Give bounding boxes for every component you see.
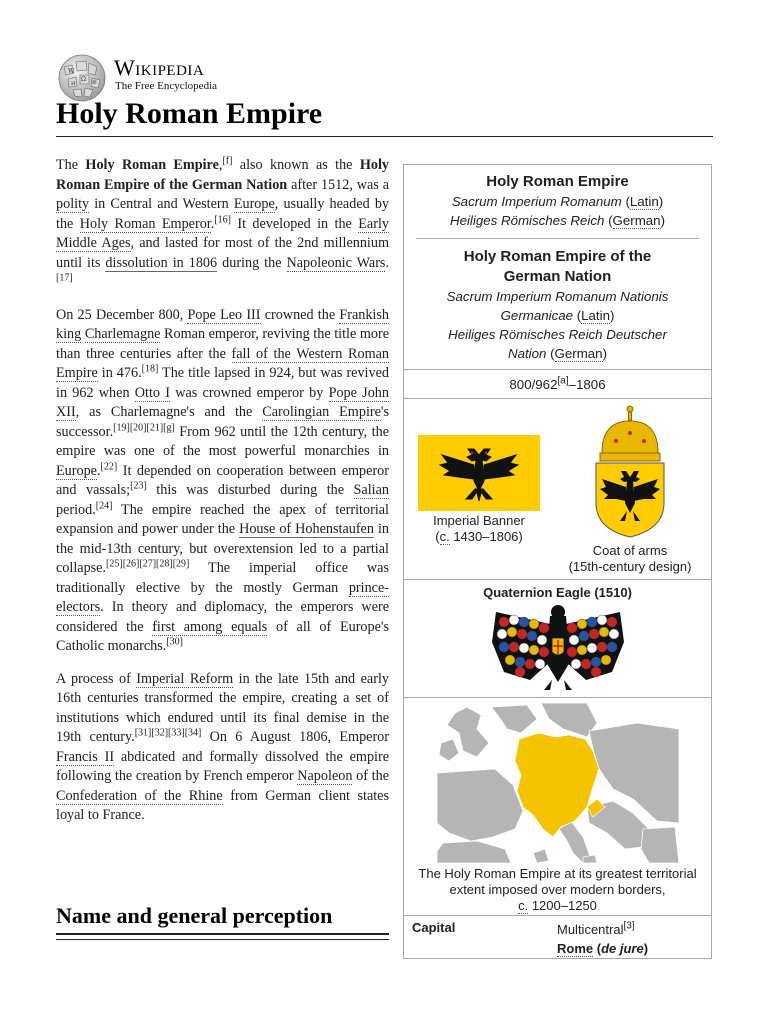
citation-link[interactable]: [31]: [134, 727, 152, 739]
footnote-g[interactable]: [163, 422, 175, 433]
bold-term: Holy Roman Empire: [85, 157, 219, 173]
text: also known as the: [232, 157, 360, 173]
infobox-title: Holy Roman Empire: [486, 173, 629, 190]
text: this was disturbed during the: [146, 482, 354, 498]
text: ): [643, 941, 649, 956]
link-confederation-of-the-rhine[interactable]: Confederation of the Rhine: [56, 787, 223, 804]
imperial-banner-image[interactable]: [418, 435, 540, 511]
text: The: [56, 157, 86, 173]
citation-link[interactable]: [30]: [166, 636, 183, 648]
text: (: [546, 346, 555, 361]
citation-link[interactable]: [20]: [129, 421, 147, 433]
text: (: [435, 529, 440, 544]
citation-link[interactable]: [26]: [122, 558, 140, 570]
svg-text:Ω: Ω: [81, 76, 86, 83]
text: The imperial office was traditionally elective by the mostly German: [56, 560, 389, 596]
svg-text:И: И: [71, 81, 76, 87]
citation-23[interactable]: [130, 480, 147, 491]
coa-caption-text: Coat of arms: [592, 543, 668, 558]
citation-27[interactable]: [139, 558, 156, 569]
capital-value-text: Multicentral: [557, 922, 624, 937]
citation-30[interactable]: [166, 636, 183, 647]
section-underline: [56, 933, 389, 935]
german-name-text: Heiliges Römisches Reich: [449, 213, 605, 228]
text: ,: [218, 157, 223, 173]
citation-21[interactable]: [146, 422, 163, 433]
imperial-banner-caption: [408, 513, 550, 545]
link-charlemagne[interactable]: Charlemagne: [84, 326, 161, 342]
citation-link[interactable]: [27]: [139, 558, 157, 570]
citation-25[interactable]: [106, 558, 123, 569]
text: in the mid-13th century, but overextension led to a partial collapse.: [56, 521, 389, 576]
citation-link[interactable]: [29]: [172, 558, 190, 570]
infobox-german-name-2: [429, 325, 686, 363]
de-jure-text: de jure: [601, 941, 644, 956]
link-prince-electors[interactable]: prince-electors: [56, 579, 389, 615]
intro-paragraph-3: [56, 670, 389, 826]
svg-text:W: W: [68, 68, 75, 75]
note-a[interactable]: [557, 376, 568, 387]
text: during the: [217, 254, 287, 271]
citation-28[interactable]: [156, 558, 173, 569]
text: It developed in the: [230, 215, 359, 232]
section-underline: [56, 939, 389, 940]
text: It depended on cooperation between emperor and vassals;: [56, 462, 389, 498]
text: after 1512, was a: [287, 176, 389, 193]
infobox-divider: [404, 369, 711, 370]
link-salian[interactable]: Salian: [353, 482, 389, 498]
citation-link[interactable]: [32]: [151, 727, 169, 739]
german-name-text: Heiliges Römisches Reich Deutscher Nation: [448, 327, 667, 361]
citation-link[interactable]: [23]: [130, 480, 147, 492]
link-pope-leo-iii[interactable]: Pope Leo III: [187, 306, 261, 323]
capital-value: [557, 920, 648, 958]
wikipedia-wordmark[interactable]: [114, 55, 204, 81]
coat-of-arms-image[interactable]: [592, 403, 668, 539]
citation-link[interactable]: [25]: [106, 558, 123, 570]
text: crowned the: [260, 306, 340, 323]
citation-33[interactable]: [168, 727, 185, 738]
citation-link[interactable]: [19]: [113, 421, 130, 433]
link-pope-john-xii[interactable]: Pope John XII: [56, 384, 389, 420]
text: .: [385, 254, 389, 271]
quaternion-eagle-image[interactable]: [490, 602, 626, 692]
text: .: [210, 215, 215, 232]
link-frankish-king[interactable]: Frankish king: [56, 306, 389, 342]
intro-paragraph-2: [56, 306, 389, 657]
citation-24[interactable]: [96, 500, 113, 511]
text: On 6 August 1806, Emperor: [201, 729, 390, 745]
text: period.: [56, 501, 96, 518]
citation-34[interactable]: [185, 727, 202, 738]
quaternion-eagle-title: Quaternion Eagle (1510): [483, 585, 632, 600]
infobox-divider: [404, 697, 711, 698]
link-circa[interactable]: c.: [518, 898, 529, 913]
infobox-divider: [404, 398, 711, 399]
banner-years: [408, 529, 550, 545]
title-underline: [56, 136, 713, 137]
text: ): [609, 308, 615, 323]
section-heading: Name and general perception: [56, 903, 333, 928]
link-napoleonic-wars[interactable]: Napoleonic Wars: [286, 254, 386, 271]
text: 's successor.: [56, 404, 389, 440]
text: of all of Europe's Catholic monarchs.: [56, 618, 389, 654]
infobox-divider: [404, 915, 711, 916]
svg-text:維: 維: [92, 80, 98, 86]
text: in Central and Western: [89, 196, 234, 212]
infobox-title-2: Holy Roman Empire of the German Nation: [463, 248, 652, 285]
link-otto-i[interactable]: Otto I: [134, 384, 170, 401]
infobox: [403, 164, 712, 959]
citation-29[interactable]: [173, 558, 190, 569]
text: of the: [352, 768, 389, 784]
link-francis-ii[interactable]: Francis II: [56, 748, 115, 765]
map-caption: [408, 866, 707, 914]
latin-name-text: Sacrum Imperium Romanum Nationis Germanicae: [446, 289, 669, 323]
bold-term: Holy Roman Empire of the German Nation: [56, 157, 389, 193]
text: (: [621, 194, 630, 209]
text: from German client states loyal to France.: [56, 787, 389, 823]
footnote-f[interactable]: [222, 155, 232, 166]
text: , as Charlemagne's and the: [75, 404, 263, 420]
infobox-latin-name-2: [429, 287, 686, 325]
link-early-middle-ages[interactable]: Early Middle Ages: [56, 215, 389, 251]
link-imperial-reform[interactable]: Imperial Reform: [136, 670, 234, 687]
citation-link[interactable]: [28]: [156, 558, 173, 570]
text: . In theory and diplomacy, the emperors were considered the: [56, 599, 389, 635]
latin-name-text: Sacrum Imperium Romanum: [451, 194, 622, 209]
citation-link[interactable]: [33]: [168, 727, 185, 739]
infobox-german-name: [404, 211, 711, 230]
wordmark-text: Wikipedia: [114, 55, 205, 80]
citation-32[interactable]: [151, 727, 168, 738]
citation-18[interactable]: [142, 363, 159, 374]
text: ): [602, 346, 608, 361]
link-german[interactable]: German: [554, 346, 603, 361]
text: , and lasted for most of the 2nd millennium until its: [56, 235, 389, 271]
text: From 962 until the 12th century, the empire was one of the most powerful monarchies in: [56, 423, 389, 459]
text: (: [593, 941, 602, 956]
date-end: –1806: [568, 377, 606, 392]
text: , usually headed by the: [56, 196, 390, 232]
banner-years-text: 1430–1806): [449, 529, 523, 544]
empire-extent-map[interactable]: [437, 703, 679, 863]
link-latin[interactable]: Latin: [581, 308, 610, 323]
citation-link[interactable]: [21]: [146, 421, 164, 433]
citation-link[interactable]: [24]: [95, 499, 113, 511]
text: was crowned emperor by: [169, 384, 329, 401]
link-fall-western-roman-empire[interactable]: fall of the Western Roman Empire: [56, 345, 389, 381]
citation-link[interactable]: [22]: [100, 460, 118, 472]
text: .: [96, 462, 101, 479]
wikipedia-globe-logo[interactable]: [56, 53, 108, 103]
text: On 25 December 800,: [56, 306, 188, 323]
link-latin[interactable]: Latin: [629, 194, 659, 209]
link-europe[interactable]: Europe: [233, 196, 275, 212]
date-start: 800/962: [509, 377, 558, 392]
citation-link[interactable]: [16]: [214, 213, 231, 225]
citation-19[interactable]: [113, 422, 130, 433]
link-first-among-equals[interactable]: first among equals: [152, 618, 268, 635]
infobox-dates: [404, 375, 711, 394]
wikipedia-tagline: The Free Encyclopedia: [115, 80, 218, 92]
note-link[interactable]: [a]: [557, 375, 569, 387]
map-caption-text: The Holy Roman Empire at its greatest territorial extent imposed over modern borders,: [418, 866, 697, 897]
citation-17[interactable]: [56, 272, 73, 283]
infobox-divider: [404, 579, 711, 580]
text: (: [573, 308, 582, 323]
text: A process of: [56, 670, 137, 687]
link-napoleon[interactable]: Napoleon: [297, 768, 353, 784]
citation-31[interactable]: [135, 727, 152, 738]
citation-3[interactable]: [623, 921, 634, 932]
text: Roman emperor, reviving the title more than three centuries after the: [56, 326, 390, 362]
map-years-text: 1200–1250: [528, 898, 597, 913]
page-title: Holy Roman Empire: [56, 97, 323, 130]
citation-link[interactable]: [34]: [184, 727, 202, 739]
intro-paragraph-1: [56, 156, 389, 293]
link-german[interactable]: German: [612, 213, 661, 228]
link-circa[interactable]: c.: [439, 529, 450, 544]
coa-caption-text-2: (15th-century design): [568, 559, 692, 574]
text: in the late 15th and early 16th centuries transformed the empire, creating a set of institutions which endured until its final demise in the 19th century.: [56, 670, 389, 745]
link-europe[interactable]: Europe: [56, 462, 97, 479]
infobox-latin-name: [404, 192, 711, 211]
citation-22[interactable]: [101, 461, 118, 472]
text: ): [660, 213, 666, 228]
map-years: [408, 898, 707, 914]
text: abdicated and formally dissolved the empire following the creation by French emperor: [56, 748, 389, 784]
capital-label: Capital: [412, 920, 456, 935]
link-carolingian-empire[interactable]: Carolingian Empire: [262, 404, 381, 420]
citation-link[interactable]: [18]: [141, 363, 159, 375]
link-rome[interactable]: Rome: [557, 941, 594, 956]
banner-caption-text: Imperial Banner: [433, 513, 525, 528]
citation-16[interactable]: [214, 214, 231, 225]
link-dissolution-1806[interactable]: dissolution in 1806: [105, 254, 218, 271]
link-house-of-hohenstaufen[interactable]: House of Hohenstaufen: [239, 521, 374, 537]
footnote-link[interactable]: [f]: [222, 155, 233, 167]
citation-20[interactable]: [130, 422, 147, 433]
text: The title lapsed in 924, but was revived in 962 when: [56, 365, 389, 401]
citation-26[interactable]: [123, 558, 140, 569]
link-holy-roman-emperor[interactable]: Holy Roman Emperor: [79, 215, 211, 232]
text: in 476.: [97, 365, 142, 381]
article-body: [56, 156, 389, 839]
citation-link[interactable]: [3]: [623, 920, 635, 932]
text: (: [604, 213, 613, 228]
text: The empire reached the apex of territorial expansion and power under the: [56, 501, 389, 537]
infobox-divider: [416, 238, 699, 239]
footnote-link[interactable]: [g]: [163, 421, 175, 433]
coat-of-arms-caption: [556, 543, 704, 575]
link-polity[interactable]: polity: [56, 196, 90, 212]
citation-link[interactable]: [17]: [56, 272, 73, 284]
text: ): [658, 194, 664, 209]
